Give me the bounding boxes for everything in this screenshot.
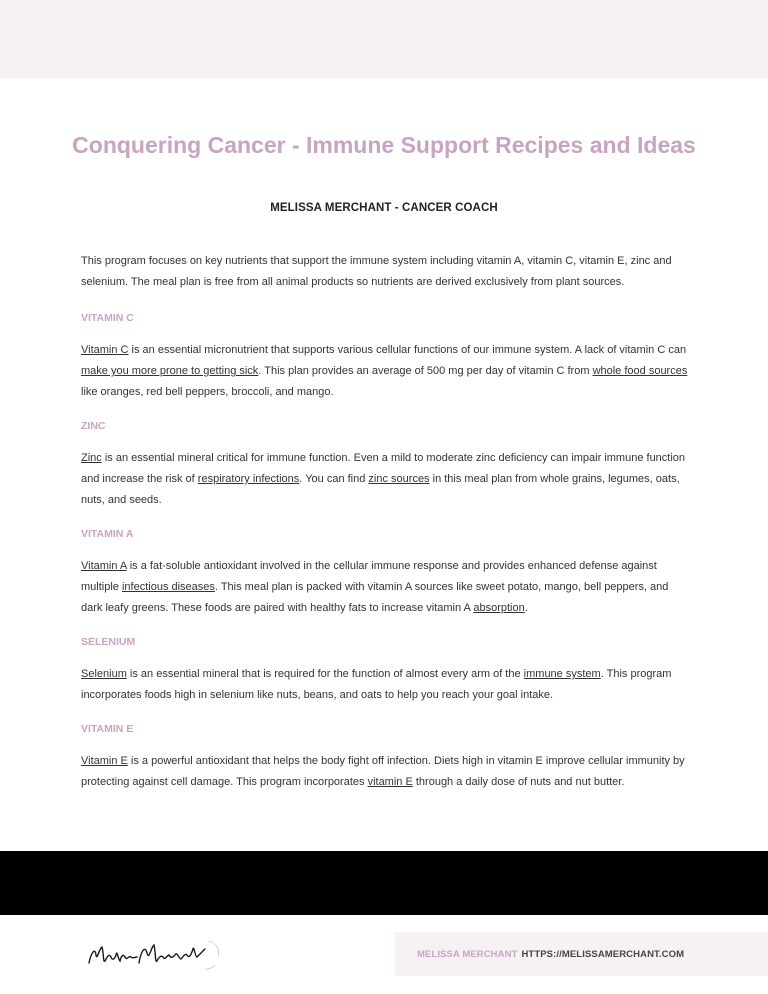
signature-logo <box>87 935 222 975</box>
section-paragraph-vitamin-e: Vitamin E is a powerful antioxidant that helps the body fight off infection. Diets high in vitamin E improve cellular immunity by protecting against cell damage. This program incorporates vitamin E through a daily dose of nuts and nut butter. <box>81 755 685 788</box>
section-heading-vitamin-c: VITAMIN C <box>81 312 134 324</box>
link-immune-system[interactable]: immune system <box>523 668 601 680</box>
top-bar <box>0 0 768 78</box>
section-paragraph-vitamin-c: Vitamin C is an essential micronutrient that supports various cellular functions of our immune system. A lack of vitamin C can make you more prone to getting sick. This plan provides an average of 500 mg per day of vitamin C from whole food sources like oranges, red bell peppers, broccoli, and mango. <box>81 344 688 398</box>
link-zinc-sources[interactable]: zinc sources <box>368 473 430 485</box>
link-infectious-diseases[interactable]: infectious diseases <box>121 581 215 593</box>
document-body <box>81 251 688 793</box>
document-title: Conquering Cancer - Immune Support Recipes and Ideas <box>72 132 696 158</box>
link-selenium[interactable]: Selenium <box>81 668 127 680</box>
footer-url[interactable]: HTTPS://MELISSAMERCHANT.COM <box>521 948 685 960</box>
link-vitamin-e[interactable]: Vitamin E <box>81 755 128 767</box>
intro-paragraph: This program focuses on key nutrients that support the immune system including vitamin A, vitamin C, vitamin E, zinc and selenium. The meal plan is free from all animal products so nutrients are derived exclusively from plant sources. <box>81 255 672 288</box>
footer-contact-box <box>395 932 768 976</box>
section-heading-vitamin-e: VITAMIN E <box>81 723 134 735</box>
section-paragraph-zinc: Zinc is an essential mineral critical for immune function. Even a mild to moderate zinc deficiency can impair immune function and increase the risk of respiratory infections. You can find zinc sources in this meal plan from whole grains, legumes, oats, nuts, and seeds. <box>81 452 686 506</box>
link-vitamin-e-2[interactable]: vitamin E <box>367 776 413 788</box>
link-vitamin-a[interactable]: Vitamin A <box>81 560 127 572</box>
link-zinc[interactable]: Zinc <box>81 452 102 464</box>
section-heading-selenium: SELENIUM <box>81 636 136 648</box>
black-band <box>0 851 768 915</box>
footer-name: MELISSA MERCHANT <box>417 948 518 960</box>
section-paragraph-vitamin-a: Vitamin A is a fat-soluble antioxidant involved in the cellular immune response and provides enhanced defense against multiple infectious diseases. This meal plan is packed with vitamin A sources like sweet potato, mango, bell peppers, and dark leafy greens. These foods are paired with healthy fats to increase vitamin A absorption. <box>81 560 669 614</box>
section-heading-zinc: ZINC <box>81 420 106 432</box>
link-absorption[interactable]: absorption <box>473 602 525 614</box>
section-paragraph-selenium: Selenium is an essential mineral that is required for the function of almost every arm of the immune system. This program incorporates foods high in selenium like nuts, beans, and oats to help you reach your goal intake. <box>81 668 672 701</box>
section-heading-vitamin-a: VITAMIN A <box>81 528 134 540</box>
document-subtitle: MELISSA MERCHANT - CANCER COACH <box>270 202 498 214</box>
link-vitamin-c[interactable]: Vitamin C <box>81 344 129 356</box>
link-respiratory-infections[interactable]: respiratory infections <box>197 473 300 485</box>
link-whole-food-sources[interactable]: whole food sources <box>592 365 688 377</box>
link-prone-to-sick[interactable]: make you more prone to getting sick <box>81 365 259 377</box>
